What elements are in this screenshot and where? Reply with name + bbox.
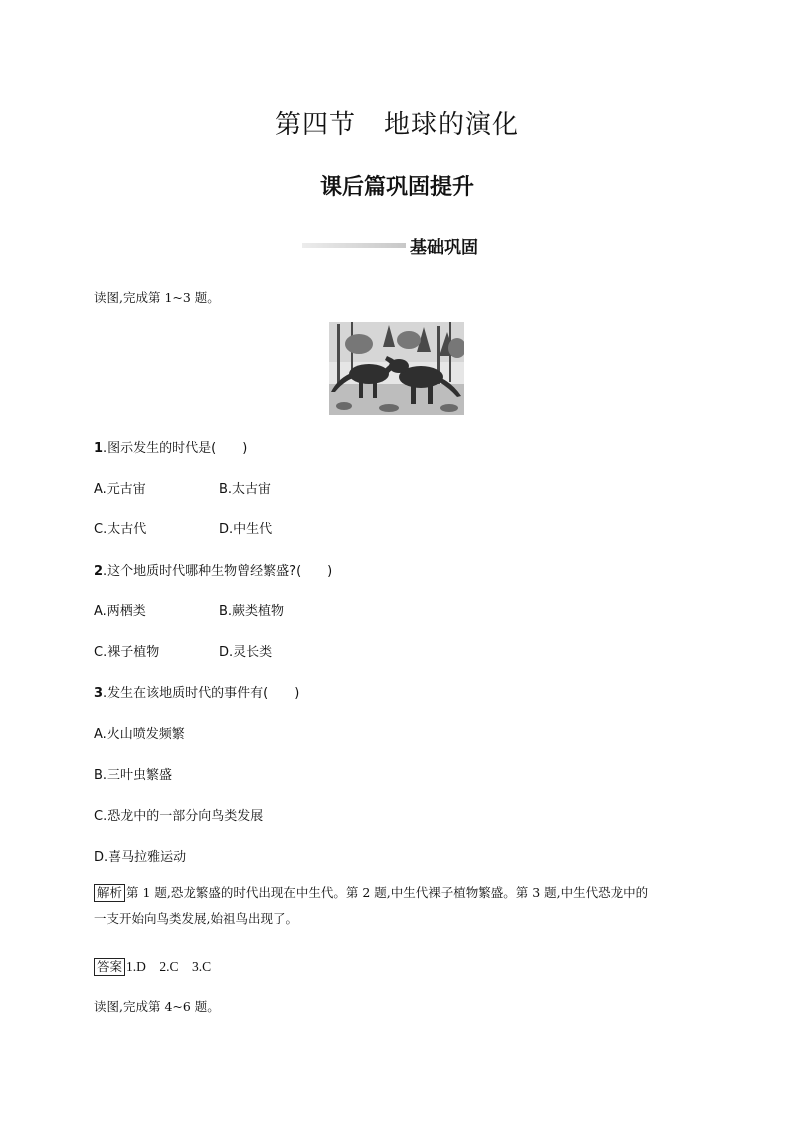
question-3-number: 3 <box>94 686 104 701</box>
analysis-text-1: 第 1 题,恐龙繁盛的时代出现在中生代。第 2 题,中生代裸子植物繁盛。第 3 题,中生代恐龙中的 <box>126 885 649 900</box>
question-2-number: 2 <box>94 564 104 579</box>
question-1 <box>94 437 247 456</box>
answer-block <box>94 955 211 976</box>
page-title <box>0 104 794 141</box>
title-section-number: 第四节 <box>274 110 356 140</box>
dinosaur-illustration-icon <box>329 322 464 415</box>
question-1-number: 1 <box>94 441 104 456</box>
title-topic: 地球的演化 <box>384 110 520 140</box>
q1-option-c: C.太古代 <box>94 522 147 537</box>
question-3 <box>94 682 299 701</box>
question-1-stem: .图示发生的时代是( ) <box>103 441 248 456</box>
page-subtitle: 课后篇巩固提升 <box>319 174 474 200</box>
answer-tag: 答案 <box>94 958 125 976</box>
analysis-line-1 <box>94 880 704 906</box>
q2-option-b: B.蕨类植物 <box>219 604 285 619</box>
q3-option-b: B.三叶虫繁盛 <box>94 768 173 783</box>
section-decor-bar <box>302 243 406 248</box>
question-3-stem: .发生在该地质时代的事件有( ) <box>103 686 300 701</box>
q1-option-d: D.中生代 <box>219 522 273 537</box>
q3-option-a: A.火山喷发频繁 <box>94 727 185 742</box>
q3-option-d: D.喜马拉雅运动 <box>94 850 187 865</box>
q1-option-b: B.太古宙 <box>219 482 272 497</box>
group2-intro: 读图,完成第 4~6 题。 <box>94 999 220 1014</box>
analysis-tag: 解析 <box>94 884 125 902</box>
answer-text: 1.D 2.C 3.C <box>126 959 212 974</box>
analysis-line-2: 一支开始向鸟类发展,始祖鸟出现了。 <box>94 911 298 926</box>
question-2 <box>94 560 332 579</box>
q2-option-a: A.两栖类 <box>94 604 146 619</box>
section-heading: 基础巩固 <box>410 238 478 258</box>
q2-option-d: D.灵长类 <box>219 645 273 660</box>
q2-option-c: C.裸子植物 <box>94 645 160 660</box>
group1-intro: 读图,完成第 1~3 题。 <box>94 290 220 305</box>
q1-option-a: A.元古宙 <box>94 482 146 497</box>
analysis-block <box>94 880 704 932</box>
question-2-stem: .这个地质时代哪种生物曾经繁盛?( ) <box>103 564 333 579</box>
q3-option-c: C.恐龙中的一部分向鸟类发展 <box>94 809 264 824</box>
